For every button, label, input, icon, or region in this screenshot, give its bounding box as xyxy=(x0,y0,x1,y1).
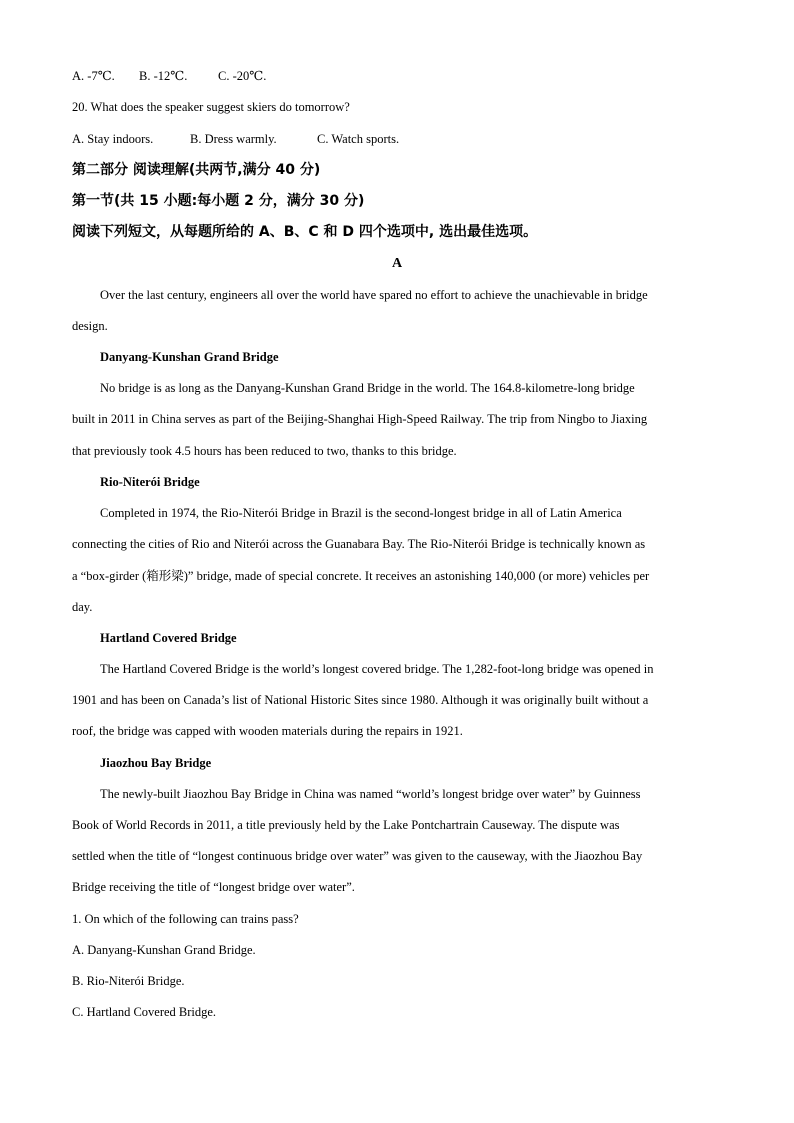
section1-header: 第一节(共 15 小题:每小题 2 分，满分 30 分) xyxy=(72,193,365,209)
intro-line-1: Over the last century, engineers all over the world have spared no effort to achieve the unachievable in bridge xyxy=(100,288,648,302)
q19-option-c: C. -20℃. xyxy=(218,69,267,83)
paragraph-line: Book of World Records in 2011, a title previously held by the Lake Pontchartrain Causeway. The dispute was xyxy=(72,818,620,832)
passage-label: A xyxy=(391,256,403,271)
bridge-heading-danyang-kunshan: Danyang-Kunshan Grand Bridge xyxy=(100,350,279,364)
bridge-heading-rio-niteroi: Rio-Niterói Bridge xyxy=(100,475,200,489)
paragraph-line: connecting the cities of Rio and Niterói across the Guanabara Bay. The Rio-Niterói Bridge is technically known as xyxy=(72,537,646,551)
paragraph-line: The Hartland Covered Bridge is the world’s longest covered bridge. The 1,282-foot-long bridge was opened in xyxy=(100,662,654,676)
bridge-heading-hartland: Hartland Covered Bridge xyxy=(100,631,237,645)
q1-option-c: C. Hartland Covered Bridge. xyxy=(72,1005,217,1019)
q20-option-c: C. Watch sports. xyxy=(317,132,400,146)
paragraph-line: a “box-girder (箱形梁)” bridge, made of special concrete. It receives an astonishing 140,000 (or more) vehicles per xyxy=(72,569,650,583)
q19-option-b: B. -12℃. xyxy=(139,69,188,83)
q20-option-a: A. Stay indoors. xyxy=(72,132,154,146)
paragraph-line: 1901 and has been on Canada’s list of National Historic Sites since 1980. Although it was originally built without a xyxy=(72,693,649,707)
paragraph-line: settled when the title of “longest continuous bridge over water” was given to the causeway, with the Jiaozhou Bay xyxy=(72,849,643,863)
paragraph-line: No bridge is as long as the Danyang-Kunshan Grand Bridge in the world. The 164.8-kilometre-long bridge xyxy=(100,381,635,395)
q1-option-b: B. Rio-Niterói Bridge. xyxy=(72,974,185,988)
part2-header: 第二部分 阅读理解(共两节,满分 40 分) xyxy=(72,162,321,178)
paragraph-line: roof, the bridge was capped with wooden materials during the repairs in 1921. xyxy=(72,724,463,738)
instructions: 阅读下列短文，从每题所给的 A、B、C 和 D 四个选项中, 选出最佳选项。 xyxy=(72,224,538,240)
paragraph-line: Completed in 1974, the Rio-Niterói Bridge in Brazil is the second-longest bridge in all of Latin America xyxy=(100,506,622,520)
q1-option-a: A. Danyang-Kunshan Grand Bridge. xyxy=(72,943,256,957)
q20-question: 20. What does the speaker suggest skiers do tomorrow? xyxy=(72,100,350,114)
paragraph-line: day. xyxy=(72,600,93,614)
q1-question: 1. On which of the following can trains pass? xyxy=(72,912,299,926)
bridge-heading-jiaozhou-bay: Jiaozhou Bay Bridge xyxy=(100,756,212,770)
paragraph-line: built in 2011 in China serves as part of the Beijing-Shanghai High-Speed Railway. The trip from Ningbo to Jiaxing xyxy=(72,412,648,426)
q19-option-a: A. -7℃. xyxy=(72,69,115,83)
paragraph-line: The newly-built Jiaozhou Bay Bridge in China was named “world’s longest bridge over water” by Guinness xyxy=(100,787,641,801)
paragraph-line: that previously took 4.5 hours has been reduced to two, thanks to this bridge. xyxy=(72,444,457,458)
q19-options xyxy=(72,68,266,84)
paragraph-line: Bridge receiving the title of “longest bridge over water”. xyxy=(72,880,355,894)
q20-options xyxy=(72,131,399,147)
intro-line-2: design. xyxy=(72,319,108,333)
q20-option-b: B. Dress warmly. xyxy=(190,132,277,146)
